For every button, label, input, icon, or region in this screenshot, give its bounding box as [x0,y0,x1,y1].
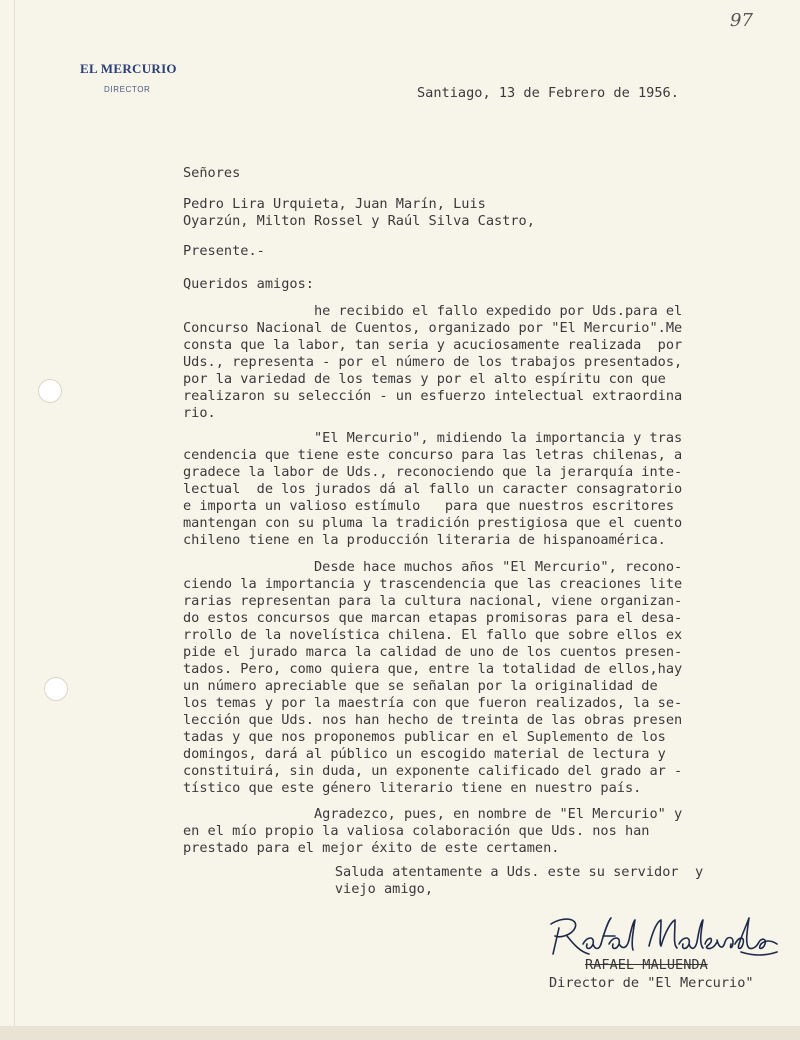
body-line: en el mío propio la valiosa colaboración que Uds. nos han [183,823,650,839]
letterhead-name: EL MERCURIO [80,61,177,76]
presente-line: Presente.- [183,243,265,259]
body-line: cendencia que tiene este concurso para las letras chilenas, a [183,447,683,463]
closing-line: Saluda atentamente a Uds. este su servidor y [253,864,704,880]
body-line: "El Mercurio", midiendo la importancia y tras [183,430,683,446]
greeting: Queridos amigos: [183,276,314,292]
date-line: Santiago, 13 de Febrero de 1956. [417,85,679,101]
body-line: Concurso Nacional de Cuentos, organizado por "El Mercurio".Me [183,320,683,336]
body-line: los temas y por la maestría con que fueron realizados, la se- [183,695,683,711]
body-line: lectual de los jurados dá al fallo un caracter consagratorio [183,481,683,497]
body-line: tados. Pero, como quiera que, entre la totalidad de ellos,hay [183,661,683,677]
closing-line: viejo amigo, [253,881,434,897]
body-line: por la variedad de los temas y por el alto espíritu con que [183,371,666,387]
page-bottom-edge [0,1026,800,1040]
body-line: realizaron su selección - un esfuerzo intelectual extraordina [183,388,683,404]
body-line: prestado para el mejor éxito de este certamen. [183,840,560,856]
body-line: he recibido el fallo expedido por Uds.para el [183,303,683,319]
body-line: un número apreciable que se señalan por la originalidad de [183,678,658,694]
punch-hole-upper [38,379,62,403]
salutation: Señores [183,165,241,181]
signer-name: RAFAEL MALUENDA [585,957,708,973]
body-line: lección que Uds. nos han hecho de treinta de las obras presen [183,712,683,728]
addressee-line: Oyarzún, Milton Rossel y Raúl Silva Castro, [183,213,535,229]
body-line: tístico que este género literario tiene en nuestro país. [183,780,642,796]
body-line: tadas y que nos proponemos publicar en el Suplemento de los [183,729,666,745]
body-line: gradece la labor de Uds., reconociendo que la jerarquía inte- [183,464,683,480]
body-line: domingos, dará al público un escogido material de lectura y [183,746,666,762]
body-line: rio. [183,405,216,421]
signer-title: Director de "El Mercurio" [549,975,754,991]
body-line: do estos concursos que marcan etapas promisoras para el desa- [183,610,683,626]
body-line: ciendo la importancia y trascendencia que las creaciones lite [183,576,683,592]
body-line: Agradezco, pues, en nombre de "El Mercurio" y [183,806,683,822]
body-line: rarias representan para la cultura nacional, viene organizan- [183,593,683,609]
body-line: Desde hace muchos años "El Mercurio", recono- [183,559,683,575]
body-line: e importa un valioso estímulo para que nuestros escritores [183,498,675,514]
body-line: chileno tiene en la producción literaria de hispanoamérica. [183,532,666,548]
body-line: mantengan con su pluma la tradición prestigiosa que el cuento [183,515,683,531]
page-edge-line [14,0,15,1040]
body-line: constituirá, sin duda, un exponente calificado del grado ar - [183,763,683,779]
body-line: consta que la labor, tan seria y acuciosamente realizada por [183,337,683,353]
body-line: rrollo de la novelística chilena. El fallo que sobre ellos ex [183,627,683,643]
punch-hole-lower [44,677,68,701]
body-line: pide el jurado marca la calidad de uno de los cuentos presen- [183,644,683,660]
body-line: Uds., representa - por el número de los trabajos presentados, [183,354,683,370]
addressee-line: Pedro Lira Urquieta, Juan Marín, Luis [183,196,486,212]
letterhead-subtitle: DIRECTOR [104,85,151,94]
folio-number: 97 [730,10,753,31]
